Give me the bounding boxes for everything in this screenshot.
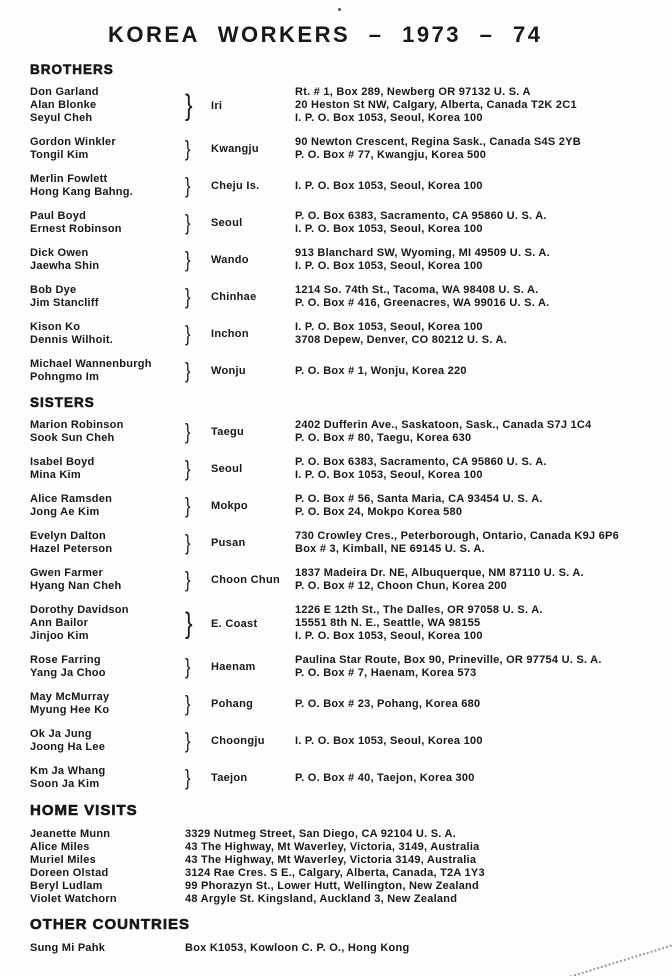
entry-names	[30, 321, 185, 347]
address-line: 3124 Rae Cres. S E., Calgary, Alberta, Canada, T2A 1Y3	[185, 867, 485, 879]
person-name: Merlin Fowlett	[30, 173, 108, 185]
brace-glyph: }	[185, 357, 191, 383]
person-name: Kison Ko	[30, 321, 81, 333]
brace-column	[185, 418, 211, 444]
person-name: Bob Dye	[30, 284, 77, 296]
brace-column	[185, 172, 211, 198]
entry-location	[211, 328, 295, 340]
address-line: 913 Blanchard SW, Wyoming, MI 49509 U. S. A.	[295, 247, 550, 259]
person-name: Hyang Nan Cheh	[30, 580, 122, 592]
person-name: Myung Hee Ko	[30, 704, 110, 716]
scan-speck-artifact	[338, 8, 341, 11]
brace-glyph: }	[185, 653, 191, 679]
sisters-entry-row	[30, 530, 664, 556]
brace-glyph: }	[185, 209, 191, 235]
entry-addresses	[295, 698, 664, 711]
entry-location	[211, 143, 295, 155]
sisters-entry-row	[30, 493, 664, 519]
entry-names	[30, 419, 185, 445]
address-line: I. P. O. Box 1053, Seoul, Korea 100	[295, 223, 483, 235]
entry-names	[30, 456, 185, 482]
brace-glyph: }	[185, 88, 193, 122]
entry-names	[30, 284, 185, 310]
location-label: Haenam	[211, 661, 256, 673]
address-line: P. O. Box # 77, Kwangju, Korea 500	[295, 149, 487, 161]
sisters-entry-row	[30, 604, 664, 643]
brace-glyph: }	[185, 566, 191, 592]
brothers-entry-row	[30, 86, 664, 125]
address-line: 90 Newton Crescent, Regina Sask., Canada S4S 2YB	[295, 136, 581, 148]
address-line: P. O. Box # 12, Choon Chun, Korea 200	[295, 580, 507, 592]
address-line: 15551 8th N. E., Seattle, WA 98155	[295, 617, 481, 629]
brace-column	[185, 764, 211, 790]
person-name: Pohngmo Im	[30, 371, 100, 383]
person-name: Paul Boyd	[30, 210, 87, 222]
person-name: Muriel Miles	[30, 854, 96, 866]
entry-addresses	[295, 567, 664, 593]
entry-addresses	[295, 735, 664, 748]
sisters-entry-row	[30, 691, 664, 717]
brace-column	[185, 135, 211, 161]
address-line: P. O. Box # 1, Wonju, Korea 220	[295, 364, 467, 377]
person-name: Dorothy Davidson	[30, 604, 129, 616]
person-name: Violet Watchorn	[30, 893, 117, 905]
address-line: I. P. O. Box 1053, Seoul, Korea 100	[295, 630, 483, 642]
entry-names	[30, 691, 185, 717]
person-name: Dick Owen	[30, 247, 89, 259]
entry-location	[211, 618, 295, 630]
address-line: I. P. O. Box 1053, Seoul, Korea 100	[295, 734, 483, 747]
person-name: Michael Wannenburgh	[30, 358, 152, 370]
brace-glyph: }	[185, 455, 191, 481]
entry-location	[211, 254, 295, 266]
brace-column	[185, 246, 211, 272]
entry-names	[30, 530, 185, 556]
entry-names	[30, 654, 185, 680]
person-name: Jong Ae Kim	[30, 506, 100, 518]
person-name: Isabel Boyd	[30, 456, 95, 468]
address-line: P. O. Box # 416, Greenacres, WA 99016 U. S. A.	[295, 297, 550, 309]
entry-addresses	[295, 419, 664, 445]
entry-location	[211, 500, 295, 512]
brothers-entry-row	[30, 321, 664, 347]
brace-column	[185, 529, 211, 555]
home-visits-list	[30, 828, 664, 906]
entry-names	[30, 173, 185, 199]
brace-glyph: }	[185, 172, 191, 198]
address-line: P. O. Box # 40, Taejon, Korea 300	[295, 771, 475, 784]
entry-location	[211, 661, 295, 673]
sisters-entry-list	[30, 419, 664, 791]
location-label: Choongju	[211, 735, 265, 747]
brace-glyph: }	[185, 135, 191, 161]
entry-names	[30, 210, 185, 236]
person-name: Jim Stancliff	[30, 297, 99, 309]
entry-location	[211, 735, 295, 747]
brace-glyph: }	[185, 418, 191, 444]
entry-location	[211, 772, 295, 784]
address-line: P. O. Box 6383, Sacramento, CA 95860 U. S. A.	[295, 456, 547, 468]
brothers-entry-row	[30, 210, 664, 236]
location-label: Seoul	[211, 217, 243, 229]
other-country-row	[30, 942, 664, 955]
address-line: 1837 Madeira Dr. NE, Albuquerque, NM 87110 U. S. A.	[295, 567, 584, 579]
address-line: Rt. # 1, Box 289, Newberg OR 97132 U. S. A	[295, 86, 531, 98]
address-line: 20 Heston St NW, Calgary, Alberta, Canada T2K 2C1	[295, 99, 577, 111]
entry-addresses	[295, 365, 664, 378]
location-label: Wando	[211, 254, 249, 266]
address-line: P. O. Box # 56, Santa Maria, CA 93454 U. S. A.	[295, 493, 543, 505]
address-line: Paulina Star Route, Box 90, Prineville, OR 97754 U. S. A.	[295, 654, 602, 666]
person-name: Jeanette Munn	[30, 828, 111, 840]
person-name: Sung Mi Pahk	[30, 942, 106, 954]
entry-names	[30, 86, 185, 125]
entry-location	[211, 100, 295, 112]
sisters-entry-row	[30, 567, 664, 593]
person-name: Alan Blonke	[30, 99, 97, 111]
brace-column	[185, 492, 211, 518]
location-label: Pohang	[211, 698, 254, 710]
section-heading-brothers: BROTHERS	[30, 62, 114, 77]
entry-names	[30, 493, 185, 519]
home-visit-row	[30, 893, 664, 906]
location-label: Taegu	[211, 426, 245, 438]
address-line: I. P. O. Box 1053, Seoul, Korea 100	[295, 112, 483, 124]
location-label: Seoul	[211, 463, 243, 475]
brothers-entry-list	[30, 86, 664, 384]
person-name: Ernest Robinson	[30, 223, 122, 235]
person-name: Alice Miles	[30, 841, 90, 853]
person-name: Ok Ja Jung	[30, 728, 92, 740]
person-name: Rose Farring	[30, 654, 101, 666]
person-name: Beryl Ludlam	[30, 880, 103, 892]
brace-glyph: }	[185, 529, 191, 555]
entry-addresses	[295, 284, 664, 310]
brace-column	[185, 88, 211, 122]
home-visit-row	[30, 867, 664, 880]
person-name: Jaewha Shin	[30, 260, 100, 272]
person-name: Hong Kang Bahng.	[30, 186, 133, 198]
entry-location	[211, 365, 295, 377]
brothers-entry-row	[30, 247, 664, 273]
person-name: Km Ja Whang	[30, 765, 106, 777]
address-line: 2402 Dufferin Ave., Saskatoon, Sask., Canada S7J 1C4	[295, 419, 592, 431]
person-name: May McMurray	[30, 691, 110, 703]
entry-location	[211, 574, 295, 586]
person-name: Soon Ja Kim	[30, 778, 100, 790]
location-label: Inchon	[211, 328, 249, 340]
brace-glyph: }	[185, 246, 191, 272]
address-line: 43 The Highway, Mt Waverley, Victoria 3149, Australia	[185, 854, 477, 866]
entry-addresses	[295, 530, 664, 556]
section-heading-sisters: SISTERS	[30, 395, 95, 410]
person-name: Ann Bailor	[30, 617, 89, 629]
brace-column	[185, 653, 211, 679]
brace-column	[185, 690, 211, 716]
home-visit-row	[30, 854, 664, 867]
address-line: P. O. Box 24, Mokpo Korea 580	[295, 506, 463, 518]
person-name: Seyul Cheh	[30, 112, 93, 124]
address-line: Box # 3, Kimball, NE 69145 U. S. A.	[295, 543, 485, 555]
location-label: Taejon	[211, 772, 248, 784]
address-line: I. P. O. Box 1053, Seoul, Korea 100	[295, 179, 483, 192]
entry-addresses	[295, 136, 664, 162]
address-line: 1226 E 12th St., The Dalles, OR 97058 U. S. A.	[295, 604, 543, 616]
person-name: Gordon Winkler	[30, 136, 116, 148]
person-name: Mina Kim	[30, 469, 81, 481]
person-name: Evelyn Dalton	[30, 530, 106, 542]
location-label: Kwangju	[211, 143, 259, 155]
person-name: Hazel Peterson	[30, 543, 113, 555]
sisters-entry-row	[30, 654, 664, 680]
entry-addresses	[295, 210, 664, 236]
entry-names	[30, 604, 185, 643]
entry-location	[211, 537, 295, 549]
address-line: P. O. Box # 80, Taegu, Korea 630	[295, 432, 472, 444]
location-label: Chinhae	[211, 291, 257, 303]
entry-addresses	[295, 493, 664, 519]
location-label: Iri	[211, 99, 223, 112]
brace-glyph: }	[185, 727, 191, 753]
sisters-entry-row	[30, 765, 664, 791]
person-name: Jinjoo Kim	[30, 630, 89, 642]
person-name: Tongil Kim	[30, 149, 89, 161]
brace-glyph: }	[185, 764, 191, 790]
entry-addresses	[295, 247, 664, 273]
person-name: Alice Ramsden	[30, 493, 113, 505]
home-visit-row	[30, 841, 664, 854]
entry-location	[211, 698, 295, 710]
brothers-entry-row	[30, 358, 664, 384]
entry-addresses	[295, 772, 664, 785]
location-label: E. Coast	[211, 617, 258, 630]
home-visit-row	[30, 828, 664, 841]
person-name: Yang Ja Choo	[30, 667, 106, 679]
brace-glyph: }	[185, 606, 193, 640]
entry-location	[211, 463, 295, 475]
brothers-entry-row	[30, 136, 664, 162]
address-line: 730 Crowley Cres., Peterborough, Ontario, Canada K9J 6P6	[295, 530, 619, 542]
person-name: Don Garland	[30, 86, 99, 98]
address-line: 48 Argyle St. Kingsland, Auckland 3, New Zealand	[185, 893, 458, 905]
brace-column	[185, 455, 211, 481]
address-line: Box K1053, Kowloon C. P. O., Hong Kong	[185, 942, 410, 954]
address-line: I. P. O. Box 1053, Seoul, Korea 100	[295, 469, 483, 481]
address-line: 3708 Depew, Denver, CO 80212 U. S. A.	[295, 334, 508, 346]
entry-location	[211, 426, 295, 438]
sisters-entry-row	[30, 728, 664, 754]
person-name: Gwen Farmer	[30, 567, 104, 579]
section-heading-home-visits: HOME VISITS	[30, 802, 138, 819]
location-label: Wonju	[211, 365, 246, 377]
location-label: Cheju Is.	[211, 180, 260, 192]
entry-addresses	[295, 86, 664, 125]
address-line: 1214 So. 74th St., Tacoma, WA 98408 U. S. A.	[295, 284, 539, 296]
brothers-entry-row	[30, 284, 664, 310]
entry-addresses	[295, 456, 664, 482]
entry-names	[30, 247, 185, 273]
entry-location	[211, 291, 295, 303]
brace-column	[185, 209, 211, 235]
sisters-entry-row	[30, 456, 664, 482]
entry-names	[30, 765, 185, 791]
section-heading-other-countries: OTHER COUNTRIES	[30, 916, 191, 933]
address-line: P. O. Box # 7, Haenam, Korea 573	[295, 667, 477, 679]
person-name: Joong Ha Lee	[30, 741, 106, 753]
address-line: 99 Phorazyn St., Lower Hutt, Wellington, New Zealand	[185, 880, 479, 892]
entry-addresses	[295, 654, 664, 680]
brace-glyph: }	[185, 492, 191, 518]
person-name: Sook Sun Cheh	[30, 432, 115, 444]
brace-glyph: }	[185, 283, 191, 309]
person-name: Marion Robinson	[30, 419, 124, 431]
entry-addresses	[295, 321, 664, 347]
other-countries-list	[30, 942, 664, 955]
brace-column	[185, 320, 211, 346]
address-line: I. P. O. Box 1053, Seoul, Korea 100	[295, 260, 483, 272]
location-label: Pusan	[211, 537, 246, 549]
brace-column	[185, 566, 211, 592]
brace-glyph: }	[185, 690, 191, 716]
home-visit-row	[30, 880, 664, 893]
entry-names	[30, 728, 185, 754]
address-line: 3329 Nutmeg Street, San Diego, CA 92104 U. S. A.	[185, 828, 456, 840]
sisters-entry-row	[30, 419, 664, 445]
address-line: P. O. Box 6383, Sacramento, CA 95860 U. S. A.	[295, 210, 547, 222]
brace-column	[185, 727, 211, 753]
person-name: Doreen Olstad	[30, 867, 109, 879]
entry-names	[30, 136, 185, 162]
address-line: P. O. Box # 23, Pohang, Korea 680	[295, 697, 481, 710]
brace-glyph: }	[185, 320, 191, 346]
address-line: 43 The Highway, Mt Waverley, Victoria, 3149, Australia	[185, 841, 480, 853]
entry-names	[30, 358, 185, 384]
entry-location	[211, 217, 295, 229]
page-title: KOREA WORKERS – 1973 – 74	[108, 22, 543, 47]
entry-location	[211, 180, 295, 192]
brace-column	[185, 606, 211, 640]
person-name: Dennis Wilhoit.	[30, 334, 114, 346]
brothers-entry-row	[30, 173, 664, 199]
entry-addresses	[295, 180, 664, 193]
brace-column	[185, 357, 211, 383]
location-label: Mokpo	[211, 500, 248, 512]
entry-addresses	[295, 604, 664, 643]
address-line: I. P. O. Box 1053, Seoul, Korea 100	[295, 321, 483, 333]
entry-names	[30, 567, 185, 593]
brace-column	[185, 283, 211, 309]
location-label: Choon Chun	[211, 574, 280, 586]
